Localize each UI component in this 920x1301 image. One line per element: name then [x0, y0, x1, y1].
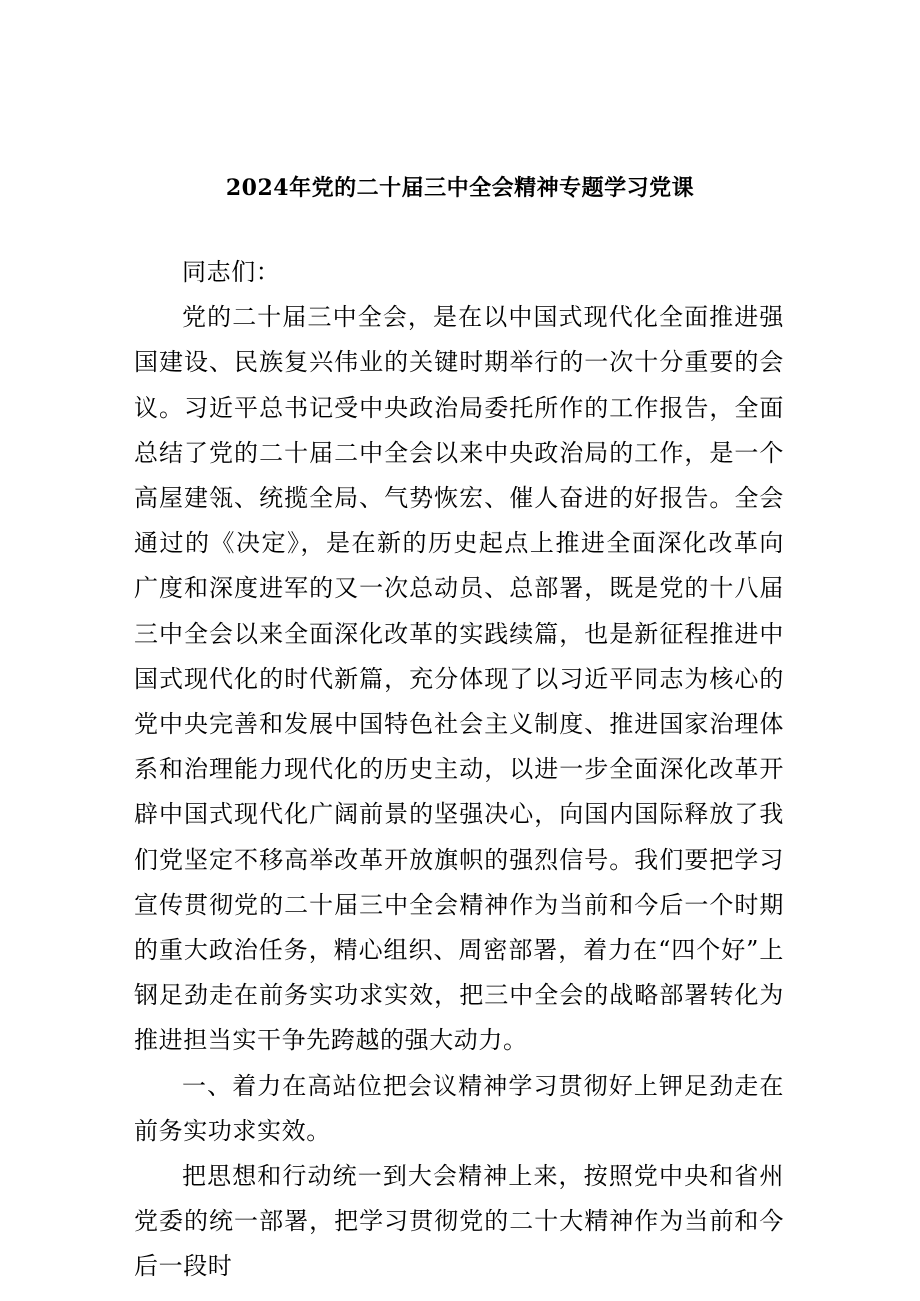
document-body: [134, 250, 784, 1290]
document-title: 2024年党的二十届三中全会精神专题学习党课: [225, 175, 695, 201]
section-heading-1: 一、着力在高站位把会议精神学习贯彻好上钾足劲走在前务实功求实效。: [134, 1071, 784, 1145]
salutation: 同志们：: [182, 258, 281, 286]
paragraph-section-1: 把思想和行动统一到大会精神上来，按照党中央和省州党委的统一部署，把学习贯彻党的二十大精神作为当前和今后一段时: [134, 1162, 784, 1281]
paragraph-intro: 党的二十届三中全会，是在以中国式现代化全面推进强国建设、民族复兴伟业的关键时期举行的一次十分重要的会议。习近平总书记受中央政治局委托所作的工作报告，全面总结了党的二十届二中全会以来中央政治局的工作，是一个高屋建瓴、统揽全局、气势恢宏、催人奋进的好报告。全会通过的《决定》，是在新的历史起点上推进全面深化改革向广度和深度进军的又一次总动员、总部署，既是党的十八届三中全会以来全面深化改革的实践续篇，也是新征程推进中国式现代化的时代新篇，充分体现了以习近平同志为核心的党中央完善和发展中国特色社会主义制度、推进国家治理体系和治理能力现代化的历史主动，以进一步全面深化改革开辟中国式现代化广阔前景的坚强决心，向国内国际释放了我们党坚定不移高举改革开放旗帜的强烈信号。我们要把学习宣传贯彻党的二十届三中全会精神作为当前和今后一个时期的重大政治任务，精心组织、周密部署，着力在“四个好”上钢足劲走在前务实功求实效，把三中全会的战略部署转化为推进担当实干争先跨越的强大动力。: [134, 303, 784, 1055]
